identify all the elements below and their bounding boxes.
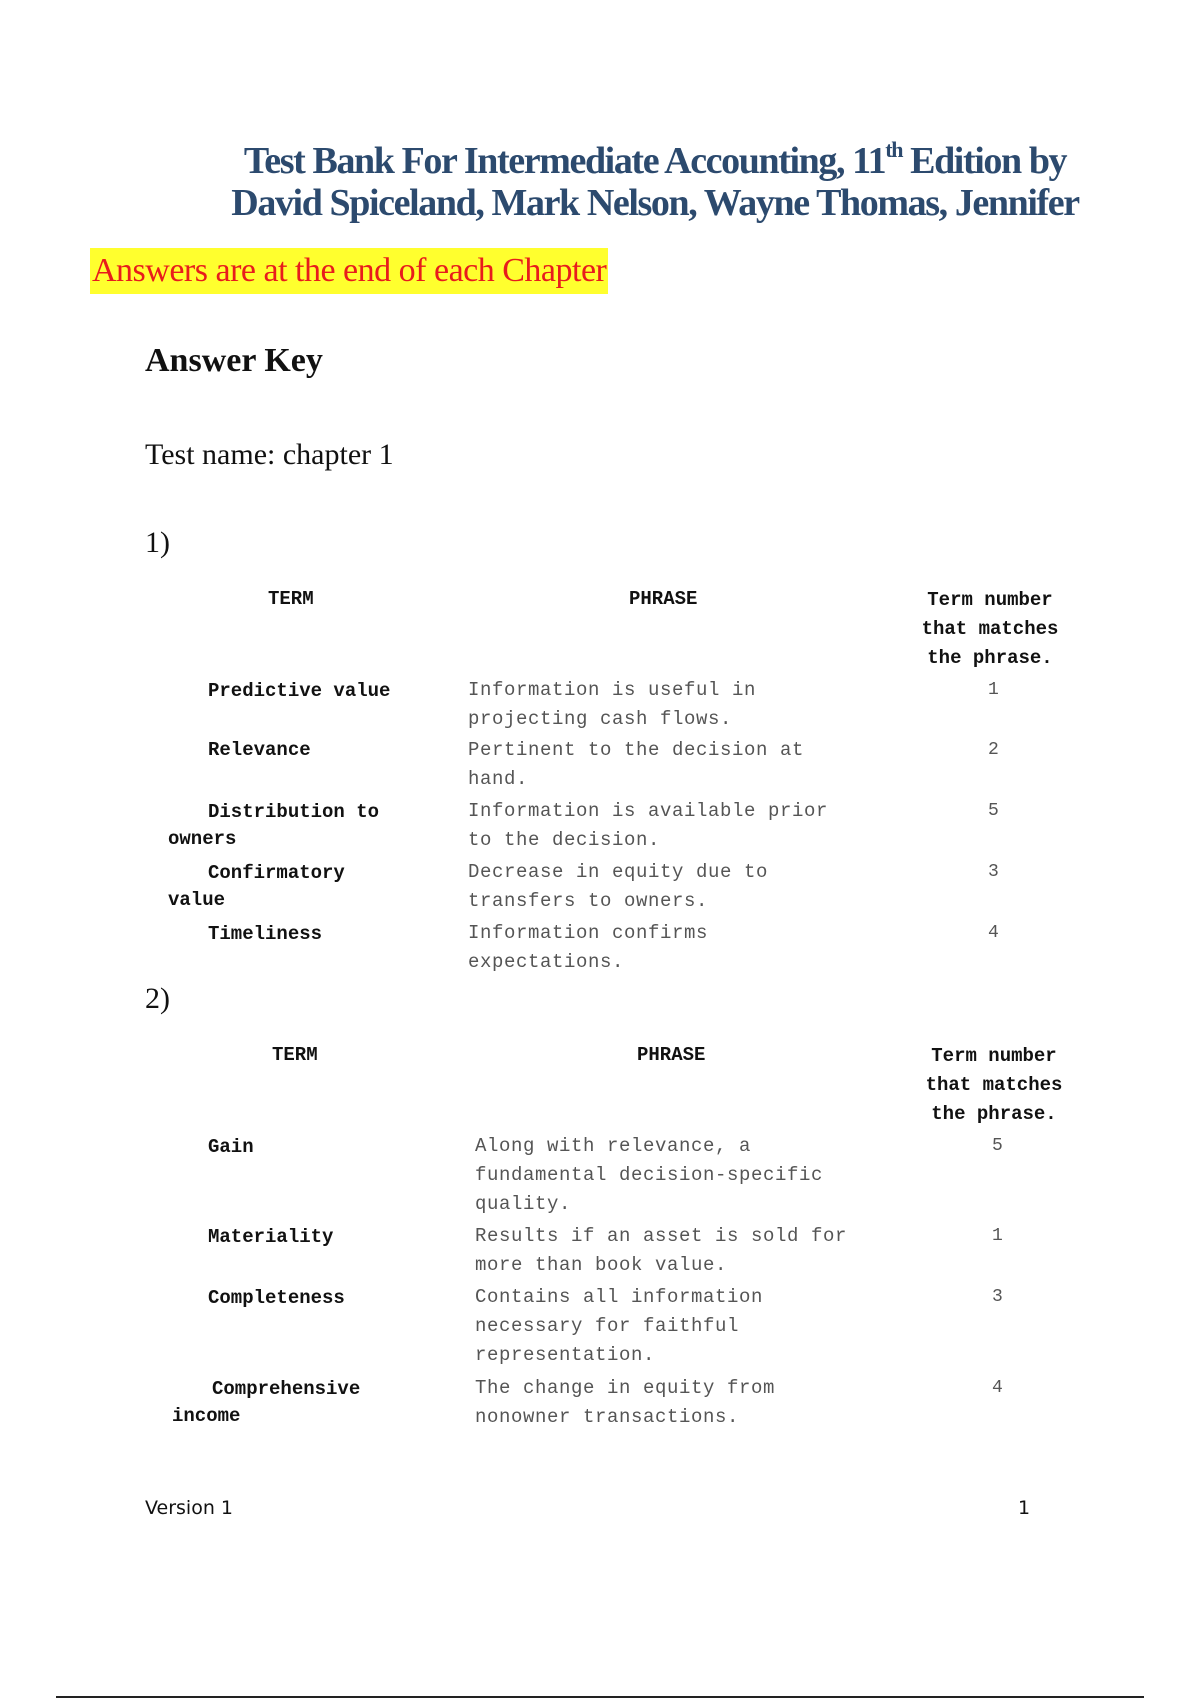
q2-header-match-line-2: that matches (925, 1074, 1063, 1096)
footer-version: Version 1 (145, 1497, 233, 1519)
title-line-1 (0, 137, 1200, 182)
q1-row-1-phrase: Information is useful in projecting cash flows. (468, 679, 757, 730)
q2-row-4-number: 4 (992, 1378, 1003, 1398)
question-1-number: 1) (145, 526, 170, 559)
q2-header-term: TERM (272, 1044, 318, 1066)
q1-header-term: TERM (268, 588, 314, 610)
title-line-1-text: Test Bank For Intermediate Accounting, 11 (243, 140, 886, 182)
q2-row-2-phrase: Results if an asset is sold for more than book value. (475, 1225, 848, 1276)
page-number: 1 (1018, 1497, 1031, 1519)
question-2-number: 2) (145, 982, 170, 1015)
q2-row-1-number: 5 (992, 1136, 1003, 1156)
q2-row-4-phrase: The change in equity from nonowner transactions. (475, 1377, 776, 1428)
q2-row-2-term: Materiality (208, 1226, 334, 1248)
q2-row-2-number: 1 (992, 1226, 1003, 1246)
q2-row-3-term: Completeness (208, 1287, 345, 1309)
q2-row-4-term: Comprehensive income (172, 1378, 361, 1427)
q2-row-1-term: Gain (208, 1136, 254, 1158)
test-name: Test name: chapter 1 (145, 438, 394, 471)
title-line-1-suffix: Edition by (902, 140, 1067, 182)
title-line-2: David Spiceland, Mark Nelson, Wayne Thomas, Jennifer (231, 182, 1079, 224)
q2-row-1-phrase: Along with relevance, a fundamental decision-specific quality. (475, 1135, 824, 1215)
page-bottom-divider (56, 1696, 1144, 1698)
answers-note-highlight: Answers are at the end of each Chapter (90, 248, 608, 294)
title-edition-superscript: th (885, 137, 903, 162)
q2-header-match-line-3: the phrase. (931, 1103, 1057, 1125)
q1-row-1-number: 1 (988, 680, 999, 700)
q1-row-1-term: Predictive value (208, 680, 391, 702)
q1-row-3-phrase: Information is available prior to the decision. (468, 800, 829, 851)
answer-key-heading: Answer Key (145, 342, 323, 379)
q1-row-4-term: Confirmatory value (168, 862, 345, 911)
document-title (0, 137, 1200, 224)
q1-header-match-line-3: the phrase. (927, 647, 1053, 669)
q1-header-match-line-1: Term number (927, 589, 1053, 611)
q1-header-match-line-2: that matches (921, 618, 1059, 640)
q1-row-2-phrase: Pertinent to the decision at hand. (468, 739, 805, 790)
q2-header-match-line-1: Term number (931, 1045, 1057, 1067)
q1-header-match (905, 586, 1075, 673)
q1-header-phrase: PHRASE (629, 588, 698, 610)
q1-row-5-phrase: Information confirms expectations. (468, 922, 709, 973)
q2-header-match (909, 1042, 1079, 1129)
q1-row-3-term: Distribution to owners (168, 801, 380, 850)
q1-row-4-phrase: Decrease in equity due to transfers to owners. (468, 861, 769, 912)
q1-row-4-number: 3 (988, 862, 999, 882)
q1-row-5-number: 4 (988, 923, 999, 943)
q1-row-3-number: 5 (988, 801, 999, 821)
q1-row-2-term: Relevance (208, 739, 311, 761)
q1-row-5-term: Timeliness (208, 923, 323, 945)
q1-row-2-number: 2 (988, 740, 999, 760)
q2-row-3-number: 3 (992, 1287, 1003, 1307)
q2-header-phrase: PHRASE (637, 1044, 706, 1066)
q2-row-3-phrase: Contains all information necessary for faithful representation. (475, 1286, 764, 1366)
